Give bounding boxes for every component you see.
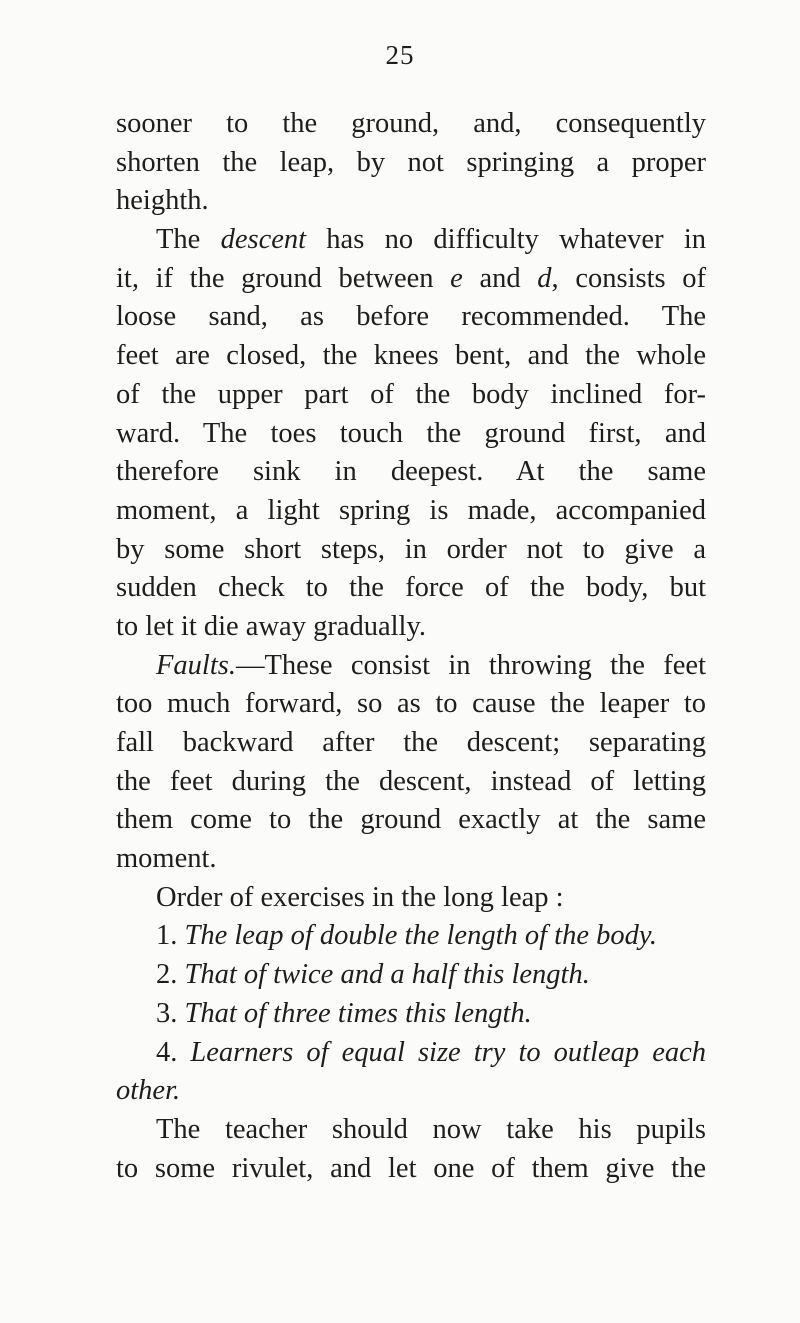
list-item xyxy=(116,917,706,956)
text-line: them come to the ground exactly at the same xyxy=(116,804,706,836)
text-line: sudden check to the force of the body, but xyxy=(116,572,706,604)
list-item-text: Learners of equal size try to outleap each xyxy=(190,1036,706,1068)
letter-d: d xyxy=(537,262,552,294)
text-line: The teacher should now take his pupils xyxy=(156,1113,706,1145)
list-item xyxy=(116,1034,706,1073)
text-line: heighth. xyxy=(116,185,209,217)
emphasis-descent: descent xyxy=(220,224,307,256)
text-line: to some rivulet, and let one of them give the xyxy=(116,1152,706,1184)
list-item-number: 1. xyxy=(156,920,185,952)
list-item-number: 4. xyxy=(156,1036,191,1068)
text-line: feet are closed, the knees bent, and the whole xyxy=(116,340,706,372)
page-number: 25 xyxy=(385,40,415,70)
text-line: the feet during the descent, instead of letting xyxy=(116,765,706,797)
text-line: of the upper part of the body inclined for- xyxy=(116,378,706,410)
text-line xyxy=(116,647,706,686)
text-line xyxy=(116,221,706,260)
text-run: has no difficulty whatever in xyxy=(306,224,706,256)
text-line: to let it die away gradually. xyxy=(116,610,426,642)
text-line: moment. xyxy=(116,843,217,875)
list-intro: Order of exercises in the long leap : xyxy=(156,881,564,913)
list-item-text: That of twice and a half this length. xyxy=(184,959,590,991)
list-item xyxy=(116,995,706,1034)
text-line xyxy=(116,260,706,299)
list-item-text: That of three times this length. xyxy=(184,997,532,1029)
emphasis-faults: Faults. xyxy=(156,649,236,681)
text-run: , consists of xyxy=(551,262,706,294)
text-line: too much forward, so as to cause the leaper to xyxy=(116,688,706,720)
text-line: fall backward after the descent; separating xyxy=(116,727,706,758)
list-item-text: The leap of double the length of the body. xyxy=(184,920,658,952)
text-line: shorten the leap, by not springing a proper xyxy=(116,146,706,178)
letter-e: e xyxy=(450,262,463,294)
text-run: it, if the ground between xyxy=(116,262,451,294)
body-text xyxy=(116,105,706,1188)
text-run: and xyxy=(462,262,538,294)
text-line: moment, a light spring is made, accompanied xyxy=(116,494,706,526)
list-item xyxy=(116,956,706,995)
text-line: therefore sink in deepest. At the same xyxy=(116,456,706,488)
text-run: The xyxy=(156,224,221,256)
list-item-text: other. xyxy=(116,1075,181,1107)
text-line: ward. The toes touch the ground first, and xyxy=(116,417,706,449)
text-line: loose sand, as before recommended. The xyxy=(116,301,706,333)
text-run: —These consist in throwing the feet xyxy=(235,649,706,681)
list-item-number: 2. xyxy=(156,959,185,991)
list-item-number: 3. xyxy=(156,997,185,1029)
text-line: sooner to the ground, and, consequently xyxy=(116,108,706,139)
text-line: by some short steps, in order not to give a xyxy=(116,533,706,565)
list-item-continuation xyxy=(116,1072,706,1111)
